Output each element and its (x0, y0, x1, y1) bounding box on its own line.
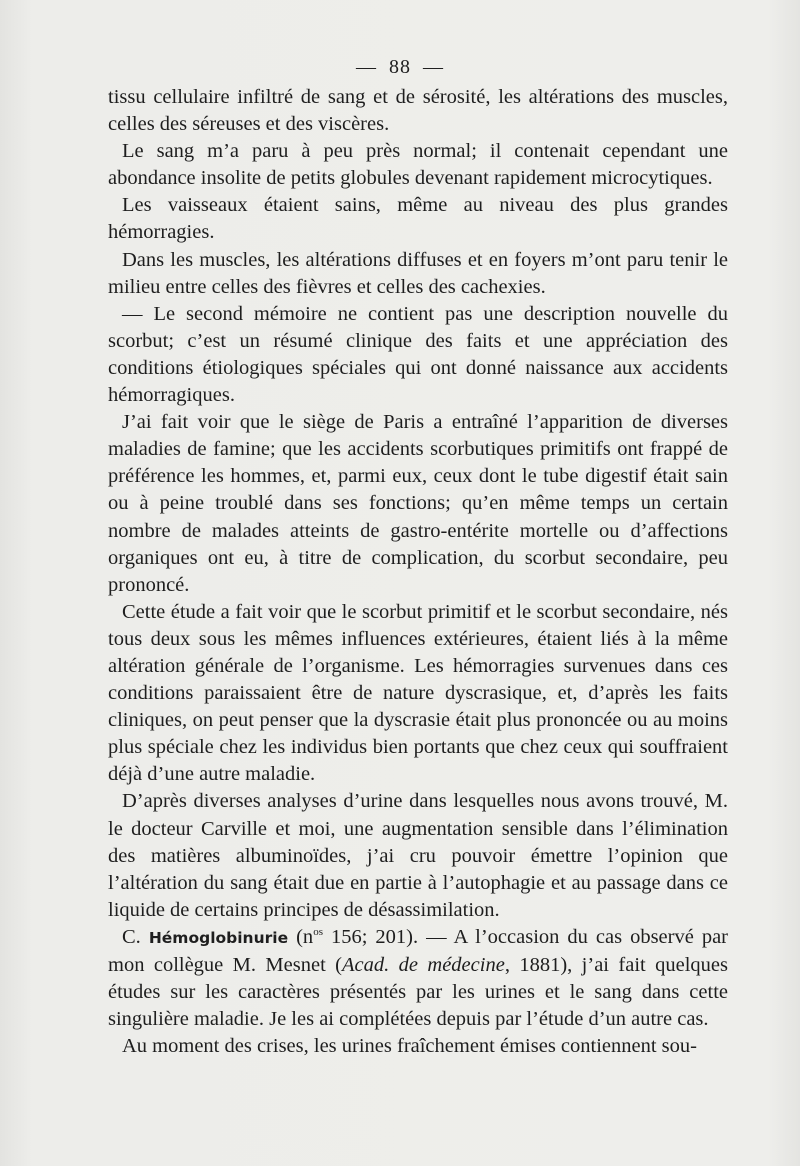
paragraph-9-text-a: — A l’occasion du cas observé par mon collègue M. Mesnet ( (108, 925, 729, 976)
body-text (108, 84, 728, 1060)
paragraph-10: Au moment des crises, les urines fraîchement émises contiennent sou- (122, 1035, 697, 1058)
page-number: — 88 — (356, 56, 444, 78)
citation: Acad. de médecine (342, 954, 505, 976)
paragraph-9 (108, 924, 728, 1033)
section-heading: Hémoglobinurie (148, 928, 289, 947)
paragraph-2: Le sang m’a paru à peu près normal; il contenait cependant une abondance insolite de petits globules devenant rapidement microcytiques. (108, 140, 728, 190)
section-label: C. (122, 925, 141, 948)
paragraph-8: D’après diverses analyses d’urine dans lesquelles nous avons trouvé, M. le docteur Carville et moi, une augmentation sensible dans l’élimination des matières albuminoïdes, j’ai cru pouvoir émettre l’opinion que l’altération du sang était due en partie à l’autophagie et au passage dans ce liquide de certains principes de désassimilation. (108, 790, 728, 921)
paragraph-1: tissu cellulaire infiltré de sang et de sérosité, les altérations des muscles, celles des séreuses et des viscères. (108, 86, 728, 136)
paragraph-5: — Le second mémoire ne contient pas une description nouvelle du scorbut; c’est un résumé clinique des faits et une appréciation des conditions étiologiques spéciales qui ont donné naissance aux accidents hémorragiques. (108, 302, 728, 407)
paragraph-4: Dans les muscles, les altérations diffuses et en foyers m’ont paru tenir le milieu entre celles des fièvres et celles des cachexies. (108, 248, 728, 298)
paragraph-9-text-b: , 1881), j’ai fait quelques études sur les caractères présentés par les urines et le sang dans cette singulière maladie. Je les ai complétées depuis par l’étude d’un autre cas. (108, 954, 728, 1031)
reference-numbers: ($n^{os}$ 156; 201). (296, 925, 419, 948)
paragraph-6: J’ai fait voir que le siège de Paris a entraîné l’apparition de diverses maladies de famine; que les accidents scorbutiques primitifs ont frappé de préférence les hommes, et, parmi eux, ceux dont le tube digestif était sain ou à peine troublé dans ses fonctions; qu’en même temps un certain nombre de malades atteints de gastro-entérite mortelle ou d’affections organiques ont eu, à titre de complication, du scorbut secondaire, peu prononcé. (108, 411, 728, 596)
paragraph-3: Les vaisseaux étaient sains, même au niveau des plus grandes hémorragies. (108, 194, 728, 244)
paragraph-7: Cette étude a fait voir que le scorbut primitif et le scorbut secondaire, nés tous deux sous les mêmes influences extérieures, étaient liés à la même altération générale de l’organisme. Les hémorragies survenues dans ces conditions paraissaient être de nature dyscrasique, et, d’après les faits cliniques, on peut penser que la dyscrasie était plus prononcée ou au moins plus spéciale chez les individus bien portants que chez ceux qui souffraient déjà d’une autre maladie. (108, 600, 728, 786)
